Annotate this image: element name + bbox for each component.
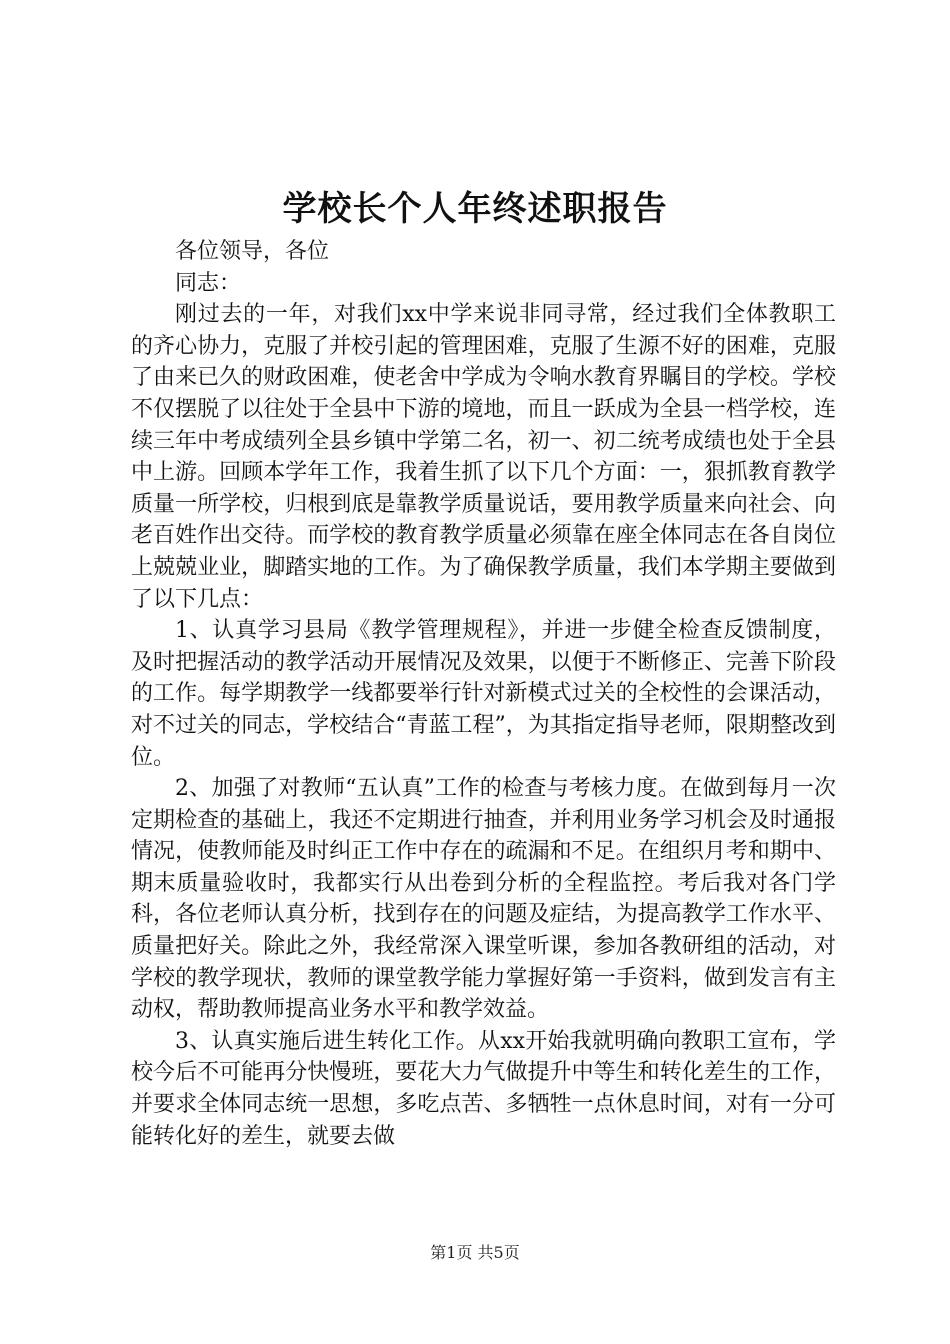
- greeting-line: 各位领导，各位: [175, 239, 330, 264]
- page-number-footer: 第1页 共5页: [430, 1243, 520, 1262]
- document-body: [131, 236, 836, 1152]
- body-paragraph: 3、认真实施后进生转化工作。从xx开始我就明确向教职工宣布，学校今后不可能再分快慢班，要花大力气做提升中等生和转化差生的工作，并要求全体同志统一思想，多吃点苦、多牺牲一点休息时间，对有一分可能转化好的差生，就要去做: [131, 1028, 836, 1149]
- greeting-line: 同志：: [175, 270, 242, 296]
- document-title: 学校长个人年终述职报告: [282, 189, 668, 229]
- body-paragraph: 2、加强了对教师“五认真”工作的检查与考核力度。在做到每月一次定期检查的基础上，我还不定期进行抽查，并利用业务学习机会及时通报情况，使教师能及时纠正工作中存在的疏漏和不足。在组织月考和期中、期末质量验收时，我都实行从出卷到分析的全程监控。考后我对各门学科，各位老师认真分析，找到存在的问题及症结，为提高教学工作水平、质量把好关。除此之外，我经常深入课堂听课，参加各教研组的活动，对学校的教学现状，教师的课堂教学能力掌握好第一手资料，做到发言有主动权，帮助教师提高业务水平和教学效益。: [131, 776, 836, 1023]
- body-paragraph: 1、认真学习县局《教学管理规程》，并进一步健全检查反馈制度，及时把握活动的教学活动开展情况及效果，以便于不断修正、完善下阶段的工作。每学期教学一线都要举行针对新模式过关的全校性的会课活动，对不过关的同志，学校结合“青蓝工程”，为其指定指导老师，限期整改到位。: [131, 618, 836, 770]
- body-paragraph: 刚过去的一年，对我们xx中学来说非同寻常，经过我们全体教职工的齐心协力，克服了并校引起的管理困难，克服了生源不好的困难，克服了由来已久的财政困难，使老舍中学成为令响水教育界瞩目的学校。学校不仅摆脱了以往处于全县中下游的境地，而且一跃成为全县一档学校，连续三年中考成绩列全县乡镇中学第二名，初一、初二统考成绩也处于全县中上游。回顾本学年工作，我着生抓了以下几个方面：一，狠抓教育教学质量一所学校，归根到底是靠教学质量说话，要用教学质量来向社会、向老百姓作出交待。而学校的教育教学质量必须靠在座全体同志在各自岗位上兢兢业业，脚踏实地的工作。为了确保教学质量，我们本学期主要做到了以下几点：: [131, 302, 836, 612]
